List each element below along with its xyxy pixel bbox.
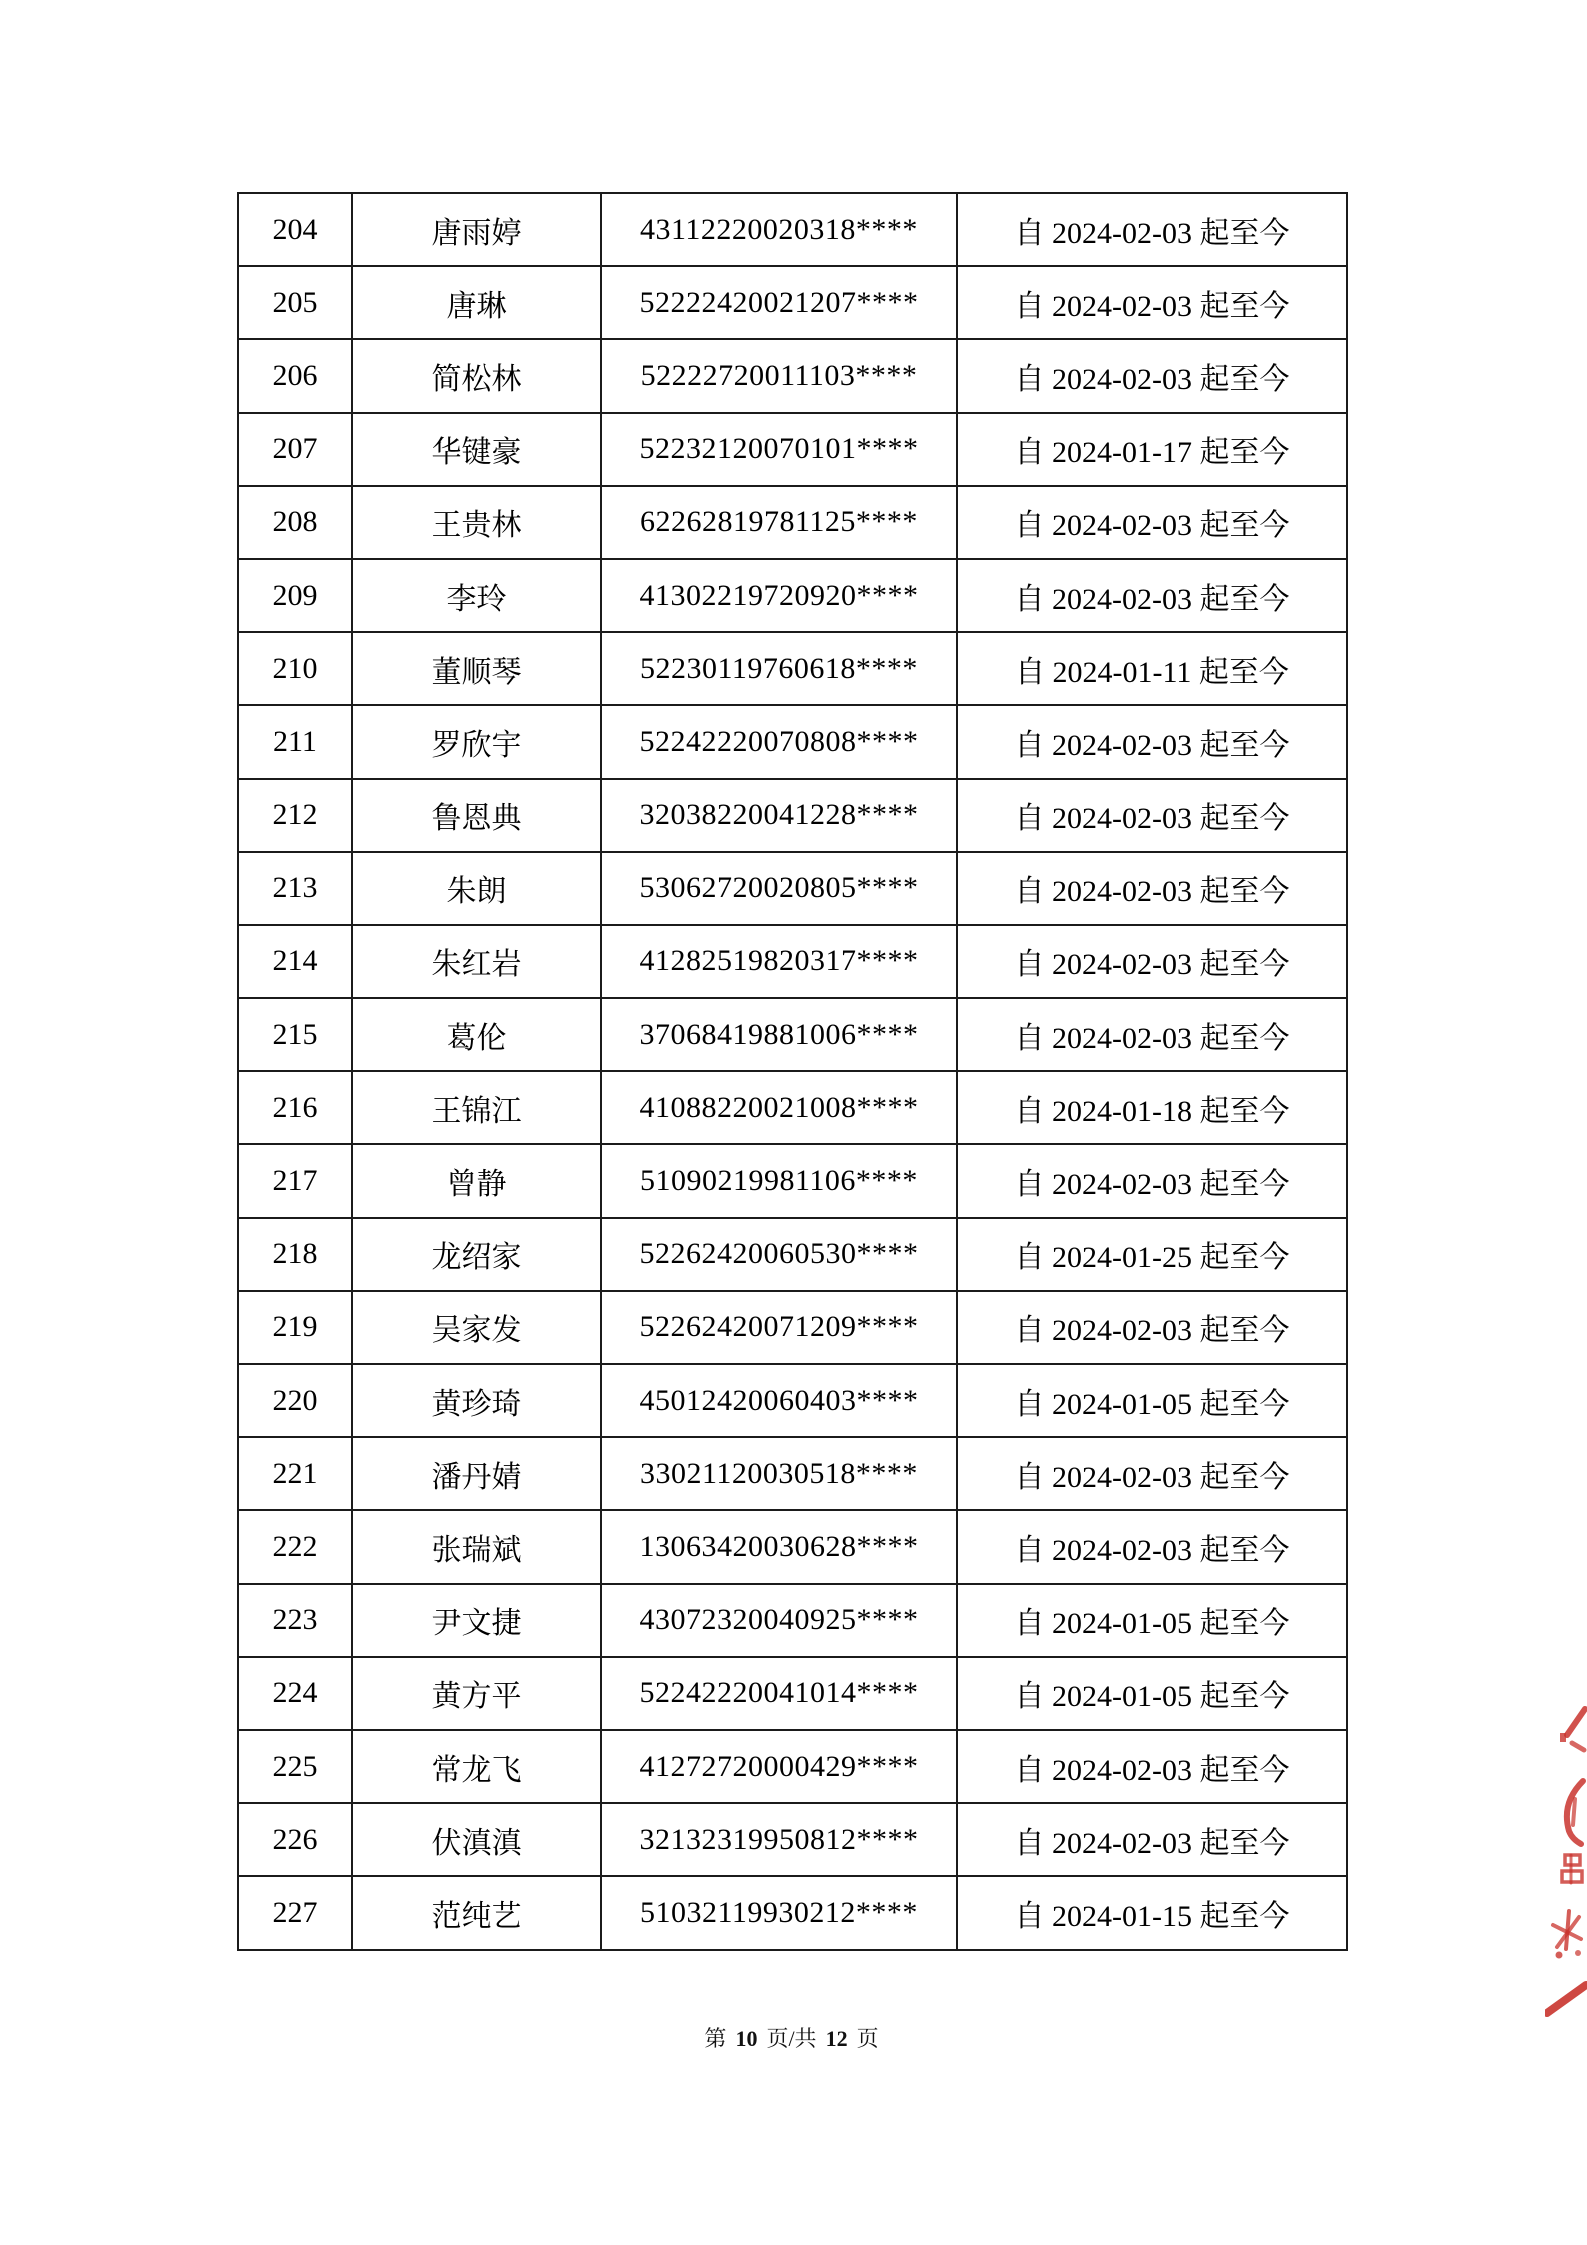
footer-middle: 页/共 [766,2026,817,2051]
table-row [238,632,1347,705]
person-name-cell: 葛伦 [352,998,601,1071]
person-name-cell: 黄方平 [352,1657,601,1730]
date-period-cell: 自 2024-01-05 起至今 [957,1364,1347,1437]
row-number-cell: 216 [238,1071,352,1144]
id-number-cell: 43072320040925**** [601,1584,957,1657]
footer-total-pages: 12 [825,2026,848,2051]
date-period-cell: 自 2024-01-17 起至今 [957,413,1347,486]
date-period-cell: 自 2024-02-03 起至今 [957,266,1347,339]
person-name-cell: 简松林 [352,339,601,412]
id-number-cell: 41272720000429**** [601,1730,957,1803]
date-period-cell: 自 2024-02-03 起至今 [957,1730,1347,1803]
table-row [238,1657,1347,1730]
table-row [238,998,1347,1071]
id-number-cell: 52262420071209**** [601,1291,957,1364]
id-number-cell: 52222420021207**** [601,266,957,339]
person-name-cell: 朱朗 [352,852,601,925]
row-number-cell: 211 [238,705,352,778]
date-period-cell: 自 2024-02-03 起至今 [957,998,1347,1071]
id-number-cell: 52232120070101**** [601,413,957,486]
person-name-cell: 范纯艺 [352,1876,601,1949]
id-number-cell: 32038220041228**** [601,779,957,852]
row-number-cell: 224 [238,1657,352,1730]
footer-current-page: 10 [735,2026,758,2051]
date-period-cell: 自 2024-01-25 起至今 [957,1218,1347,1291]
id-number-cell: 52222720011103**** [601,339,957,412]
footer-suffix: 页 [856,2026,879,2051]
row-number-cell: 226 [238,1803,352,1876]
table-row [238,486,1347,559]
table-row [238,779,1347,852]
table-row [238,1144,1347,1217]
table-row [238,266,1347,339]
table-row [238,413,1347,486]
person-name-cell: 朱红岩 [352,925,601,998]
person-name-cell: 吴家发 [352,1291,601,1364]
roster-table-body [238,193,1347,1950]
date-period-cell: 自 2024-01-05 起至今 [957,1584,1347,1657]
person-name-cell: 张瑞斌 [352,1510,601,1583]
row-number-cell: 214 [238,925,352,998]
table-row [238,852,1347,925]
table-row [238,1510,1347,1583]
person-name-cell: 鲁恩典 [352,779,601,852]
table-row [238,705,1347,778]
row-number-cell: 215 [238,998,352,1071]
date-period-cell: 自 2024-02-03 起至今 [957,705,1347,778]
date-period-cell: 自 2024-02-03 起至今 [957,1437,1347,1510]
id-number-cell: 45012420060403**** [601,1364,957,1437]
id-number-cell: 51090219981106**** [601,1144,957,1217]
person-name-cell: 曾静 [352,1144,601,1217]
date-period-cell: 自 2024-02-03 起至今 [957,339,1347,412]
id-number-cell: 52262420060530**** [601,1218,957,1291]
row-number-cell: 207 [238,413,352,486]
row-number-cell: 221 [238,1437,352,1510]
table-row [238,1071,1347,1144]
row-number-cell: 213 [238,852,352,925]
table-row [238,339,1347,412]
date-period-cell: 自 2024-01-11 起至今 [957,632,1347,705]
person-name-cell: 常龙飞 [352,1730,601,1803]
id-number-cell: 41282519820317**** [601,925,957,998]
date-period-cell: 自 2024-02-03 起至今 [957,486,1347,559]
date-period-cell: 自 2024-02-03 起至今 [957,1510,1347,1583]
id-number-cell: 32132319950812**** [601,1803,957,1876]
official-red-seal-partial-icon [1545,1703,1587,2021]
row-number-cell: 223 [238,1584,352,1657]
person-name-cell: 唐琳 [352,266,601,339]
person-name-cell: 伏滇滇 [352,1803,601,1876]
person-name-cell: 王贵林 [352,486,601,559]
id-number-cell: 52242220070808**** [601,705,957,778]
id-number-cell: 37068419881006**** [601,998,957,1071]
person-name-cell: 潘丹婧 [352,1437,601,1510]
date-period-cell: 自 2024-02-03 起至今 [957,1291,1347,1364]
table-row [238,1876,1347,1949]
person-name-cell: 黄珍琦 [352,1364,601,1437]
person-name-cell: 王锦江 [352,1071,601,1144]
table-row [238,1803,1347,1876]
id-number-cell: 13063420030628**** [601,1510,957,1583]
person-name-cell: 华键豪 [352,413,601,486]
person-name-cell: 龙绍家 [352,1218,601,1291]
id-number-cell: 43112220020318**** [601,193,957,266]
date-period-cell: 自 2024-02-03 起至今 [957,925,1347,998]
date-period-cell: 自 2024-02-03 起至今 [957,1803,1347,1876]
person-name-cell: 唐雨婷 [352,193,601,266]
id-number-cell: 41302219720920**** [601,559,957,632]
row-number-cell: 218 [238,1218,352,1291]
person-name-cell: 董顺琴 [352,632,601,705]
date-period-cell: 自 2024-02-03 起至今 [957,559,1347,632]
row-number-cell: 210 [238,632,352,705]
date-period-cell: 自 2024-01-15 起至今 [957,1876,1347,1949]
id-number-cell: 52242220041014**** [601,1657,957,1730]
row-number-cell: 208 [238,486,352,559]
table-row [238,1437,1347,1510]
row-number-cell: 204 [238,193,352,266]
row-number-cell: 219 [238,1291,352,1364]
row-number-cell: 217 [238,1144,352,1217]
person-name-cell: 尹文捷 [352,1584,601,1657]
table-row [238,925,1347,998]
table-row [238,1730,1347,1803]
id-number-cell: 41088220021008**** [601,1071,957,1144]
row-number-cell: 227 [238,1876,352,1949]
page-footer [237,2022,1346,2053]
table-row [238,1364,1347,1437]
id-number-cell: 33021120030518**** [601,1437,957,1510]
person-name-cell: 罗欣宇 [352,705,601,778]
table-row [238,1218,1347,1291]
row-number-cell: 225 [238,1730,352,1803]
date-period-cell: 自 2024-02-03 起至今 [957,779,1347,852]
row-number-cell: 212 [238,779,352,852]
roster-table [237,192,1348,1951]
row-number-cell: 206 [238,339,352,412]
date-period-cell: 自 2024-02-03 起至今 [957,852,1347,925]
table-row [238,193,1347,266]
table-row [238,1291,1347,1364]
row-number-cell: 209 [238,559,352,632]
date-period-cell: 自 2024-01-05 起至今 [957,1657,1347,1730]
footer-prefix: 第 [704,2026,727,2051]
row-number-cell: 222 [238,1510,352,1583]
date-period-cell: 自 2024-01-18 起至今 [957,1071,1347,1144]
table-row [238,1584,1347,1657]
id-number-cell: 53062720020805**** [601,852,957,925]
row-number-cell: 205 [238,266,352,339]
id-number-cell: 51032119930212**** [601,1876,957,1949]
row-number-cell: 220 [238,1364,352,1437]
date-period-cell: 自 2024-02-03 起至今 [957,193,1347,266]
id-number-cell: 62262819781125**** [601,486,957,559]
table-row [238,559,1347,632]
id-number-cell: 52230119760618**** [601,632,957,705]
date-period-cell: 自 2024-02-03 起至今 [957,1144,1347,1217]
person-name-cell: 李玲 [352,559,601,632]
